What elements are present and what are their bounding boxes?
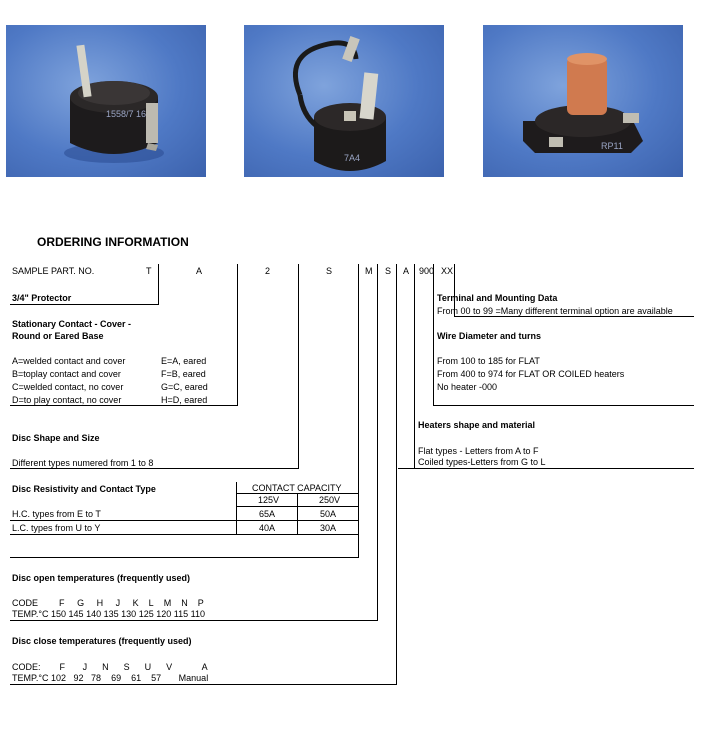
heaters-underline: [398, 468, 694, 469]
close-temp: 57: [151, 673, 162, 683]
stationary-option: C=welded contact, no cover: [12, 382, 124, 392]
open-temp-row: [12, 609, 205, 620]
close-temp: 61: [131, 673, 142, 683]
capacity-250v: 250V: [319, 495, 341, 505]
open-temps-underline: [10, 620, 378, 621]
part-marking: RP11: [601, 141, 623, 151]
close-temp: 92: [73, 673, 84, 683]
close-code: F: [59, 662, 66, 672]
connector-line-wire: [433, 264, 434, 406]
stationary-title-2: Round or Eared Base: [12, 331, 104, 341]
close-code: S: [123, 662, 130, 672]
open-temp: 110: [190, 609, 206, 619]
stationary-option: B=toplay contact and cover: [12, 369, 121, 379]
part-marking: 1558/7 16: [106, 109, 147, 119]
close-temp: Manual: [178, 673, 209, 683]
hc-125v-value: 65A: [259, 509, 276, 519]
hc-row-rule: [10, 520, 358, 521]
terminal-desc: From 00 to 99 =Many different terminal option are available: [437, 306, 673, 316]
wire-line: From 400 to 974 for FLAT OR COILED heaters: [437, 369, 625, 379]
terminal-title: Terminal and Mounting Data: [437, 293, 558, 303]
close-temps-title: Disc close temperatures (frequently used): [12, 636, 192, 646]
lc-types-label: L.C. types from U to Y: [12, 523, 101, 533]
close-code: A: [201, 662, 208, 672]
capacity-subheader-rule: [236, 506, 358, 507]
open-temps-title: Disc open temperatures (frequently used): [12, 573, 191, 583]
protector-heater-illustration: [483, 25, 683, 177]
ordering-information-heading: ORDERING INFORMATION: [37, 235, 189, 249]
open-temp: 125: [138, 609, 154, 619]
stationary-option: D=to play contact, no cover: [12, 395, 122, 405]
lc-125v-value: 40A: [259, 523, 276, 533]
close-code-row: [12, 662, 208, 673]
open-code: L: [148, 598, 154, 608]
open-code: N: [181, 598, 188, 608]
capacity-125v: 125V: [258, 495, 280, 505]
lc-row-rule: [10, 534, 358, 535]
stationary-eared-option: H=D, eared: [161, 395, 208, 405]
open-code: F: [59, 598, 65, 608]
capacity-table-left: [236, 482, 237, 535]
close-temp: 69: [111, 673, 122, 683]
stationary-title-1: Stationary Contact - Cover -: [12, 319, 132, 329]
disc-shape-title: Disc Shape and Size: [12, 433, 100, 443]
stationary-underline: [10, 405, 238, 406]
protector-underline: [10, 304, 159, 305]
lc-250v-value: 30A: [320, 523, 337, 533]
open-temp: 150: [50, 609, 66, 619]
close-temp: 78: [91, 673, 102, 683]
connector-line-contact: [237, 264, 238, 406]
resistivity-underline: [10, 557, 359, 558]
open-code: G: [77, 598, 85, 608]
capacity-header: CONTACT CAPACITY: [252, 483, 342, 493]
part-char-resistivity: S: [326, 266, 333, 276]
close-code: V: [166, 662, 173, 672]
open-temp: 115: [173, 609, 189, 619]
disc-shape-desc: Different types numered from 1 to 8: [12, 458, 154, 468]
heaters-line: Flat types - Letters from A to F: [418, 446, 539, 456]
hc-250v-value: 50A: [320, 509, 337, 519]
open-code: M: [163, 598, 172, 608]
resistivity-title: Disc Resistivity and Contact Type: [12, 484, 156, 494]
open-code: P: [197, 598, 204, 608]
product-photo-2: [244, 25, 444, 177]
part-char-close-temp: S: [385, 266, 392, 276]
open-temp: 130: [121, 609, 137, 619]
open-temp: 120: [156, 609, 172, 619]
open-temp: 140: [86, 609, 102, 619]
connector-line-open-temp: [377, 264, 378, 621]
disc-shape-underline: [10, 468, 299, 469]
wire-title: Wire Diameter and turns: [437, 331, 541, 341]
close-code: J: [82, 662, 88, 672]
open-code: K: [132, 598, 139, 608]
capacity-table-mid: [297, 494, 298, 535]
close-code: U: [144, 662, 152, 672]
open-code-label: CODE: [12, 598, 39, 608]
part-char-heater: A: [403, 266, 410, 276]
part-char-open-temp: M: [365, 266, 373, 276]
connector-line-resistivity: [358, 264, 359, 558]
part-char-wire: 900: [419, 266, 435, 276]
open-code-row: [12, 598, 204, 609]
close-temp-row: [12, 673, 208, 684]
stationary-eared-option: E=A, eared: [161, 356, 207, 366]
open-code: J: [115, 598, 121, 608]
terminal-underline: [454, 316, 694, 317]
protector-terminal-illustration: [6, 25, 206, 177]
wire-underline: [433, 405, 694, 406]
connector-line-close-temp: [396, 264, 397, 685]
connector-line-series: [158, 264, 159, 304]
hc-types-label: H.C. types from E to T: [12, 509, 101, 519]
connector-line-disc-shape: [298, 264, 299, 469]
wire-line: No heater -000: [437, 382, 498, 392]
close-temp: 102: [50, 673, 66, 683]
part-char-series: T: [146, 266, 152, 276]
sample-part-label: SAMPLE PART. NO.: [12, 266, 95, 276]
product-photo-3: [483, 25, 683, 177]
open-temp: 135: [103, 609, 119, 619]
heaters-title: Heaters shape and material: [418, 420, 536, 430]
close-code: N: [102, 662, 109, 672]
wire-line: From 100 to 185 for FLAT: [437, 356, 540, 366]
product-photo-1: [6, 25, 206, 177]
close-code-label: CODE:: [12, 662, 41, 672]
open-temp-label: TEMP.°C: [12, 609, 49, 619]
stationary-option: A=welded contact and cover: [12, 356, 126, 366]
stationary-eared-option: G=C, eared: [161, 382, 208, 392]
open-code: H: [96, 598, 104, 608]
close-temps-underline: [10, 684, 397, 685]
part-marking: 7A4: [344, 153, 361, 163]
part-char-disc-shape: 2: [265, 266, 271, 276]
stationary-eared-option: F=B, eared: [161, 369, 206, 379]
close-temp-label: TEMP.°C: [12, 673, 49, 683]
part-char-contact: A: [196, 266, 203, 276]
heaters-line: Coiled types-Letters from G to L: [418, 457, 546, 467]
part-char-terminal: XX: [441, 266, 454, 276]
protector-label: 3/4" Protector: [12, 293, 72, 303]
open-temp: 145: [68, 609, 84, 619]
connector-line-heater: [414, 264, 415, 469]
